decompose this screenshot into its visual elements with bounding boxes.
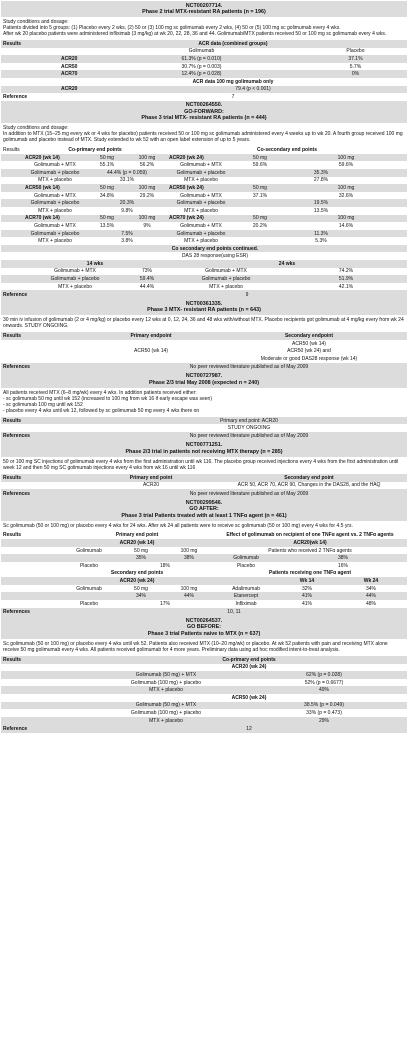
row-key: ACR20 <box>61 86 78 93</box>
intro-line: After wk 20 placebo patients were administered infliximab (3 mg/kg) at wk 20, 22, 28, 36 and 44. Golimumab/MTX patients received 50 or 100 mg sc golimumab every 4 wks. <box>3 30 387 37</box>
cell: 30.7% (p = 0.003) <box>181 63 222 70</box>
acr-head: ACR data (combined groups) <box>198 40 268 47</box>
col-golimumab: Golimumab <box>188 48 215 55</box>
cell: 79.4 (p < 0.001) <box>235 86 271 93</box>
agent: Etanercept <box>233 593 259 600</box>
cell: 38.5% (p = 0.049) <box>304 702 344 709</box>
cell: 19.5% <box>313 200 329 207</box>
results-label: Results <box>3 656 22 663</box>
cell: 44.4% (p = 0.059) <box>107 169 147 176</box>
arm: Golimumab <box>76 585 102 592</box>
trial-3-intro: 30 min iv infusion of golimumab (2 or 4 mg/kg) or placebo every 12 wks at 0, 12, 24, 36 and 48 wks with/without MTX. Placebo recipients got golimumab at 4 mg/kg every from wk 24 onwards. STUDY ONGOING. <box>3 317 404 330</box>
arm: MTX + placebo <box>184 207 218 214</box>
reference-label: References <box>3 490 30 497</box>
cell: 61.3% (p = 0.010) <box>181 55 222 62</box>
cell: 56.2% <box>139 162 155 169</box>
trial-1-header <box>1 1 407 17</box>
arm: MTX + placebo <box>38 238 72 245</box>
arm: MTX + placebo <box>184 177 218 184</box>
results-label: Results <box>3 417 22 424</box>
arm: Golimumab + MTX <box>34 162 76 169</box>
co-secondary-head: Co-secondary end points <box>256 146 317 153</box>
dose: 100 mg <box>337 154 355 161</box>
dose: 100 mg <box>180 547 198 554</box>
cell: 44.4% <box>139 283 155 290</box>
cell: 20.3% <box>119 200 135 207</box>
row-key: ACR50 (wk 14) <box>25 184 60 191</box>
reference-label: References <box>3 364 30 371</box>
trial-2-intro <box>1 123 407 146</box>
arm: Golimumab + placebo <box>176 200 226 207</box>
trial-6-header <box>1 498 407 520</box>
cell: 13.5% <box>313 207 329 214</box>
das-24wk: 24 wks <box>278 260 296 267</box>
row-key: ACR70 (wk 24) <box>169 215 204 222</box>
agent: Adalimumab <box>232 585 260 592</box>
trial-3-header <box>1 299 407 315</box>
primary-value: ACR20 <box>142 482 160 489</box>
trial-2-results <box>1 146 407 299</box>
cell: 33.1% <box>119 177 135 184</box>
dose: 50 mg <box>253 154 267 161</box>
continued-head: Co secondary end points continued. <box>171 245 259 252</box>
trial-id: NCT00264550. <box>185 102 223 109</box>
reference-value: No peer reviewed literature published as of May 2009 <box>189 364 309 371</box>
arm: Golimumab + placebo <box>176 169 226 176</box>
effect-head: Effect of golimumab on recipient of one TNFα agent vs. 2 TNFα agents <box>226 532 394 539</box>
trial-4-header <box>1 372 407 388</box>
trial-2-header <box>1 101 407 123</box>
cell: 35% <box>135 555 146 562</box>
cell: 37.1% <box>252 192 268 199</box>
cell: 7.5% <box>121 230 133 237</box>
cell: 34.8% <box>99 192 115 199</box>
g1-head: ACR20 (wk 24) <box>231 664 267 671</box>
cell: 5.3% <box>315 238 327 245</box>
cell: 73% <box>141 268 152 275</box>
das-14wk: 14 wks <box>86 260 104 267</box>
arm: Golimumab + placebo <box>176 230 226 237</box>
cell: 9.8% <box>121 207 133 214</box>
arm: Golimumab (50 mg) + MTX <box>135 702 197 709</box>
p1-head: ACR20 (wk 14) <box>119 539 155 546</box>
arm: Placebo <box>236 562 256 569</box>
reference-value: 12 <box>246 725 252 732</box>
primary-head: Primary end point <box>129 474 173 481</box>
cell: 62% (p = 0.028) <box>306 671 342 678</box>
trial-title: Phase 3 trial MTX- resistant RA patients (n = 444) <box>141 115 267 122</box>
cell: 41% <box>301 593 312 600</box>
arm: Golimumab + MTX <box>180 162 222 169</box>
trial-acronym: GO-FORWARD: <box>184 108 224 115</box>
cell: 27.8% <box>313 177 329 184</box>
arm: Golimumab + MTX <box>34 222 76 229</box>
secondary-value: ACR50 (wk 14) <box>292 340 326 347</box>
reference-value: 7 <box>231 93 235 100</box>
arm: Placebo <box>79 600 99 607</box>
wk14-head: Wk 14 <box>299 577 315 584</box>
cell: 16% <box>337 562 348 569</box>
cell: 18% <box>159 562 170 569</box>
arm: Golimumab + placebo <box>30 230 80 237</box>
cell: 32% <box>301 585 312 592</box>
trial-7-intro: Sc golimumab (50 or 100 mg) or placebo every 4 wks until wk 52. Patients also received MTX (10–20 mg/wk) or placebo. At wk 52 patients with pain and receiving MTX alone receive 50 mg golimumab every 4 wks. All patients received golimumab for 4 more years. Preliminary data using ad hoc modified intent-to-treat analysis. <box>3 640 388 653</box>
dose: 50 mg <box>100 154 114 161</box>
intro-line: - sc golimumab 100 mg until wk 152 <box>3 401 83 408</box>
intro-line: Study conditions and dosage: <box>3 18 69 25</box>
dose: 100 mg <box>337 184 355 191</box>
row-key: ACR70 <box>61 71 78 78</box>
cell: 41% <box>301 600 312 607</box>
arm: MTX + placebo <box>38 177 72 184</box>
cell: 74.2% <box>338 268 354 275</box>
trial-acronym: GO BEFORE: <box>186 624 222 631</box>
trial-title: Phase 2/3 trial May 2008 (expected n = 240) <box>148 379 260 386</box>
cell: 14.6% <box>338 222 354 229</box>
intro-line: - sc golimumab 50 mg until wk 152 (increased to 100 mg from wk 16 if early escape was seen) <box>3 395 212 402</box>
cell: 51.9% <box>338 276 354 283</box>
dose: 50 mg <box>134 585 148 592</box>
trial-id: NCT00207714. <box>185 2 223 9</box>
cell: 29% <box>318 717 329 724</box>
trial-id: NCT00771251. <box>185 442 223 449</box>
arm: Golimumab (50 mg) + MTX <box>135 671 197 678</box>
arm: Golimumab + placebo <box>201 276 251 283</box>
reference-label: Reference <box>3 291 28 298</box>
cell: 48% <box>365 600 376 607</box>
trial-id: NCT00361335. <box>185 300 223 307</box>
dose: 50 mg <box>253 215 267 222</box>
row-key: ACR50 <box>61 63 78 70</box>
cell: 49% <box>318 687 329 694</box>
intro-line: In addition to MTX (15–25 mg every wk or 4 wks for placebo) patients received 50 or 100 mg sc golimumab administered every 4 weeks up to wk 20. A fourth group received 100 mg golimumab and placebo instead of MTX. Study extended to wk 52 with an open label extension of up to 5 years. <box>3 131 403 144</box>
trial-1-results <box>1 40 407 101</box>
cell: 0% <box>351 71 360 78</box>
cell: 35.3% <box>313 169 329 176</box>
reference-label: References <box>3 609 30 615</box>
only-head: ACR data 100 mg golimumab only <box>192 78 274 85</box>
arm: Golimumab + placebo <box>30 200 80 207</box>
trial-id: NCT00727987. <box>185 373 223 380</box>
co-primary-head: Co-primary end points <box>222 656 276 663</box>
arm: Golimumab + MTX <box>180 222 222 229</box>
primary-value: ACR50 (wk 14) <box>134 348 168 355</box>
row-key: ACR20 (wk 24) <box>169 154 204 161</box>
trial-4-intro <box>1 388 407 417</box>
trial-1-intro <box>1 17 407 40</box>
p2-head: ACR20 (wk 24) <box>119 577 155 584</box>
results-label: Results <box>3 532 22 539</box>
dose: 50 mg <box>253 184 267 191</box>
secondary-value: ACR50 (wk 24) and <box>287 348 331 355</box>
one-tnf-head: Patients receiving one TNFα agent <box>269 570 351 577</box>
secondary-head: Secondary end points <box>110 570 164 577</box>
arm: Golimumab (100 mg) + placebo <box>130 679 202 686</box>
trial-4-results <box>1 417 407 441</box>
results-label: Results <box>3 40 22 47</box>
cell: 9% <box>143 222 151 229</box>
wk24-head: Wk 24 <box>363 577 379 584</box>
intro-line: Study conditions and dosage: <box>3 125 69 132</box>
arm: Golimumab + placebo <box>50 276 100 283</box>
result-value: STUDY ONGOING <box>227 425 271 432</box>
row-key: ACR20 <box>61 55 78 62</box>
trial-5-results <box>1 474 407 498</box>
trial-5-intro: 50 or 100 mg SC injections of golimumab every 4 wks from the first administration until wk 116. The placebo group received injections every 4 wks from the first administration until week 12 and then 50 mg SC golimumab injections every 4 wks from wk 16 until wk 116 <box>3 458 399 471</box>
dose: 100 mg <box>337 215 355 222</box>
dose: 50 mg <box>134 547 148 554</box>
arm: Golimumab <box>233 555 259 562</box>
arm: Golimumab + MTX <box>180 192 222 199</box>
cell: 44% <box>365 593 376 600</box>
trial-6-intro: Sc golimumab (50 or 100 mg) or placebo every 4 wks for 24 wks. After wk 24 all patients were to receive sc golimumab (50 or 100 mg) every 4 wks for 4.5 yrs. <box>3 522 353 529</box>
reference-value: No peer reviewed literature published as of May 2009 <box>189 433 309 440</box>
cell: 33% (p = 0.473) <box>306 709 342 716</box>
arm: MTX + placebo <box>58 283 92 290</box>
secondary-value: ACR 50, ACR 70, ACR 90, Changes in the DAS28, and the HAQ <box>237 482 381 489</box>
row-key: ACR20 (wk 14) <box>25 154 60 161</box>
reference-value: 10, 11 <box>227 609 241 615</box>
dose: 50 mg <box>100 184 114 191</box>
arm: MTX + placebo <box>149 717 183 724</box>
cell: 29.2% <box>139 192 155 199</box>
trial-id: NCT00299546. <box>185 499 223 506</box>
arm: Golimumab + MTX <box>34 192 76 199</box>
e1-head: ACR20(wk 14) <box>293 539 327 546</box>
trial-6-results <box>1 532 407 617</box>
row-key: ACR70 (wk 14) <box>25 215 60 222</box>
trial-title: Phase 3 trial Patients treated with at least 1 TNFα agent (n = 461) <box>121 512 287 519</box>
reference-label: Reference <box>3 725 28 732</box>
g2-head: ACR50 (wk 24) <box>231 694 267 701</box>
cell: 44% <box>183 593 194 600</box>
intro-line: Patients divided into 5 groups: (1) Placebo every 2 wks, (2) 50 or (3) 100 mg sc golimumab every 2 wks, (4) 50 or (5) 100 mg sc golimumab every 4 wks. <box>3 24 341 31</box>
cell: 11.3% <box>314 230 328 237</box>
primary-head: Primary endpoint <box>130 333 172 340</box>
co-primary-head: Co-primary end points <box>68 146 122 153</box>
cell: 34% <box>365 585 376 592</box>
reference-label: References <box>3 433 30 440</box>
trial-title: Phase 2/3 trial in patients not receiving MTX therapy (n = 285) <box>125 448 283 455</box>
cell: 13.5% <box>99 222 115 229</box>
secondary-head: Secondary end point <box>284 474 334 481</box>
dose: 100 mg <box>180 585 198 592</box>
cell: 59.6% <box>338 162 354 169</box>
cell: 17% <box>159 600 170 607</box>
secondary-value: Moderate or good DAS28 response (wk 14) <box>260 356 358 362</box>
arm: MTX + placebo <box>38 207 72 214</box>
cell: 38% <box>337 555 348 562</box>
reference-value: 9 <box>245 291 249 298</box>
cell: 32.6% <box>338 192 354 199</box>
arm: Golimumab (100 mg) + placebo <box>130 709 202 716</box>
trial-5-header <box>1 441 407 457</box>
intro-line: - placebo every 4 wks until wk 12, followed by sc golimumab 50 mg every 4 wks there on <box>3 407 200 414</box>
cell: 5.7% <box>349 63 362 70</box>
trial-7-header <box>1 617 407 639</box>
arm: MTX + placebo <box>184 238 218 245</box>
result-value: Primary end point: ACR20 <box>220 417 278 424</box>
cell: 12.4% (p = 0.028) <box>181 71 222 78</box>
cell: 34% <box>135 593 146 600</box>
trial-id: NCT00264537. <box>185 618 223 624</box>
trial-title: Phase 3 trial Patients naive to MTX (n = 637) <box>147 630 261 637</box>
results-label: Results <box>3 333 22 340</box>
e1-sub: Patients who received 2 TNFα agents <box>268 547 352 554</box>
cell: 59.6% <box>252 162 268 169</box>
das-head: DAS 28 response(using ESR) <box>181 253 249 260</box>
row-key: ACR50 (wk 24) <box>169 184 204 191</box>
arm: Golimumab + placebo <box>30 169 80 176</box>
cell: 55.1% <box>99 162 115 169</box>
trial-acronym: GO AFTER: <box>189 506 219 513</box>
cell: 37.1% <box>348 55 363 62</box>
trial-title: Phase 2 trial MTX-resistant RA patients (n = 196) <box>142 8 266 15</box>
arm: Placebo <box>79 562 99 569</box>
reference-label: Reference <box>3 93 28 100</box>
cell: 20.2% <box>252 222 268 229</box>
arm: Golimumab <box>76 547 102 554</box>
results-label: Results <box>3 146 20 153</box>
cell: 38% <box>183 555 194 562</box>
dose: 100 mg <box>138 215 156 222</box>
arm: Golimumab + MTX <box>205 268 247 275</box>
arm: Golimumab + MTX <box>54 268 96 275</box>
trial-3-results <box>1 332 407 371</box>
dose: 100 mg <box>138 154 156 161</box>
dose: 100 mg <box>138 184 156 191</box>
cell: 42.1% <box>338 283 354 290</box>
cell: 59.4% <box>139 276 155 283</box>
agent: Infliximab <box>235 600 257 607</box>
arm: MTX + placebo <box>149 687 183 694</box>
intro-line: All patients received MTX (6–8 mg/wk) every 4 wks. In addition patients received either: <box>3 389 197 396</box>
reference-value: No peer reviewed literature published as of May 2009 <box>189 490 309 497</box>
trial-7-results <box>1 656 407 733</box>
primary-head: Primary end point <box>115 532 159 539</box>
arm: MTX + placebo <box>209 283 243 290</box>
cell: 52% (p = 0.6677) <box>304 679 344 686</box>
trial-title: Phase 3 MTX- resistant RA patients (n = 643) <box>147 307 261 314</box>
results-label: Results <box>3 474 22 481</box>
secondary-head: Secondary endpoint <box>284 333 334 340</box>
col-placebo: Placebo <box>346 48 365 55</box>
cell: 3.8% <box>121 238 133 245</box>
dose: 50 mg <box>100 215 114 222</box>
